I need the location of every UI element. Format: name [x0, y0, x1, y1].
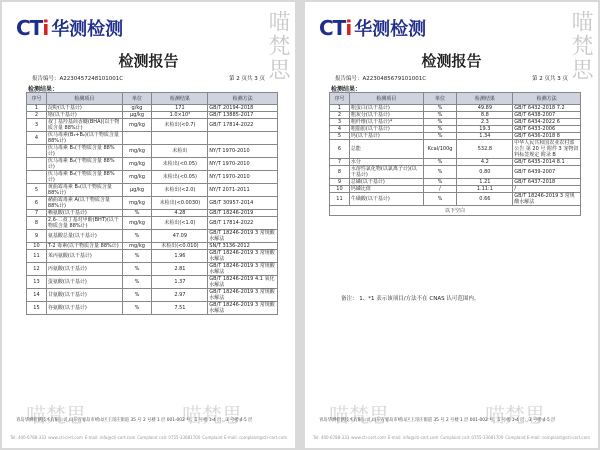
- notes-label: 备注：: [341, 296, 358, 302]
- cell-unit: %: [122, 230, 152, 243]
- table-row: [330, 112, 581, 119]
- cell-method: GB/T 6435-2014 8.1: [513, 159, 581, 166]
- cell-result: 49.89: [457, 105, 513, 112]
- cell-method: SN/T 3136-2012: [208, 243, 278, 250]
- cell-item: 粗灰分(以干基计): [349, 112, 423, 119]
- cell-unit: /: [423, 186, 457, 193]
- cell-method: GB/T 6433-2006: [513, 126, 581, 133]
- cell-result: 未检出(<2.0): [152, 184, 208, 197]
- notes: [341, 294, 479, 302]
- column-header: 检测项目: [46, 93, 122, 105]
- cell-index: 8: [330, 166, 350, 179]
- cell-item: 苯丙氨酸(以干基计): [46, 250, 122, 263]
- cell-method: GB/T 18246-2019 3 常规酸水解法: [208, 250, 278, 263]
- table-header-row: [27, 93, 278, 105]
- cell-index: 11: [27, 250, 47, 263]
- watermark: 喵梵思: [26, 403, 86, 427]
- cell-unit: %: [423, 119, 457, 126]
- report-meta: [335, 74, 568, 82]
- cell-method: GB/T 20194-2018: [208, 105, 278, 112]
- cell-item: 谷氨酸(以干基计): [46, 302, 122, 315]
- cell-item: 水溶性氯化物(以氯离子计)(以干基计): [349, 166, 423, 179]
- cell-item: 伏马毒素 B₁(干物质含量 88%计): [46, 145, 122, 158]
- cell-item: 2,6-二叔丁基对甲酚(BHT)(以干物质含量 88%计): [46, 217, 122, 230]
- cell-result: 4.2: [457, 159, 513, 166]
- section-title: 检测结果：: [28, 86, 59, 93]
- table-row: [330, 166, 581, 179]
- table-header-row: [330, 93, 581, 105]
- cell-item: 伏马毒素(B₁+B₂)(以干物质含量 88%计): [46, 132, 122, 145]
- cell-method: 中华人民共和国农业农村部公告 第 20 号 附件 3 宠物饲料标签规定 附录 B: [513, 140, 581, 159]
- cell-result: 4.28: [152, 210, 208, 217]
- cell-unit: mg/kg: [122, 145, 152, 158]
- table-row: [27, 217, 278, 230]
- cell-unit: %: [122, 250, 152, 263]
- cell-item: 铬(以干基计): [46, 112, 122, 119]
- table-row: [330, 140, 581, 159]
- cell-method: GB/T 6439-2007: [513, 166, 581, 179]
- cell-index: 10: [330, 186, 350, 193]
- cell-index: 1: [27, 105, 47, 112]
- cell-unit: %: [423, 159, 457, 166]
- page-number: 第 2 页共 3 页: [532, 76, 568, 82]
- report-meta: [32, 74, 265, 82]
- cell-index: 5: [330, 133, 350, 140]
- cell-result: 0.80: [457, 166, 513, 179]
- cell-result: 2.81: [152, 263, 208, 276]
- column-header: 序号: [27, 93, 47, 105]
- cell-unit: mg/kg: [122, 171, 152, 184]
- cell-result: 1.37: [152, 276, 208, 289]
- cell-item: 叔丁基羟基茴香醚(BHA)(以干物质含量 88%计): [46, 119, 122, 132]
- cell-index: 13: [27, 276, 47, 289]
- cell-index: 6: [27, 197, 47, 210]
- column-header: 检测结果: [152, 93, 208, 105]
- cell-result: 47.09: [152, 230, 208, 243]
- cell-item: 丙氨酸(以干基计): [46, 263, 122, 276]
- watermark: 喵梵思: [182, 403, 242, 427]
- table-row: [27, 250, 278, 263]
- cell-method: GB/T 6436-2018 8: [513, 133, 581, 140]
- watermark: 喵梵思: [485, 403, 545, 427]
- cell-method: GB/T 18246-2019 3 常规酸水解法: [208, 263, 278, 276]
- cell-method: [208, 132, 278, 145]
- report-title: 检测报告: [118, 52, 179, 70]
- watermark: 喵梵思: [265, 10, 290, 82]
- cell-method: NY/T 1970-2010: [208, 158, 278, 171]
- cell-method: GB/T 18246-2019 3 常规酸水解法: [208, 289, 278, 302]
- cell-unit: mg/kg: [122, 158, 152, 171]
- contact-tel: Tel: 400-6788-333: [10, 435, 47, 440]
- table-row: [27, 158, 278, 171]
- cell-method: NY/T 1970-2010: [208, 145, 278, 158]
- cell-method: GB/T 18246-2019: [208, 210, 278, 217]
- table-row: [330, 119, 581, 126]
- watermark: 喵梵思: [329, 403, 389, 427]
- section-title: 检测结果：: [331, 86, 362, 93]
- table-row: [27, 230, 278, 243]
- cell-result: 1.34: [457, 133, 513, 140]
- cell-method: GB/T 18246-2019 4.1 氧化水解法: [208, 276, 278, 289]
- cell-result: 8.8: [457, 112, 513, 119]
- cell-item: 赖氨酸(以干基计): [46, 210, 122, 217]
- cell-index: 6: [330, 140, 350, 159]
- page-number: 第 2 页共 3 页: [229, 76, 265, 82]
- cell-item: 钙磷比值: [349, 186, 423, 193]
- cell-result: 19.3: [457, 126, 513, 133]
- cell-method: NY/T 2071-2011: [208, 184, 278, 197]
- cell-method: GB/T 13885-2017: [208, 112, 278, 119]
- cell-unit: %: [423, 126, 457, 133]
- watermark: 喵梵思: [568, 10, 593, 82]
- cell-result: 未检出(<1.0): [152, 217, 208, 230]
- cell-unit: %: [423, 133, 457, 140]
- company-logo: [319, 14, 426, 42]
- contact-tel: Tel: 400-6788-333: [313, 435, 350, 440]
- cell-result: 1.0×10³: [152, 112, 208, 119]
- table-row: [27, 184, 278, 197]
- column-header: 单位: [423, 93, 457, 105]
- cell-index: 7: [27, 210, 47, 217]
- cell-unit: %: [122, 263, 152, 276]
- table-row: [27, 263, 278, 276]
- cell-index: 1: [330, 105, 350, 112]
- cell-result: 7.51: [152, 302, 208, 315]
- cell-result: 未检出(<0.05): [152, 171, 208, 184]
- cell-unit: %: [423, 179, 457, 186]
- contact-web: www.cti-cert.com: [351, 435, 386, 440]
- table-row: [27, 243, 278, 250]
- cell-item: 牛磺酸(以干基计): [349, 193, 423, 206]
- cell-item: 黄曲霉毒素 B₁(以干物质含量 88%计): [46, 184, 122, 197]
- company-name: 华测检测: [51, 19, 124, 40]
- cell-result: 未检出(<0.010): [152, 243, 208, 250]
- cell-method: GB/T 17814-2022: [208, 119, 278, 132]
- footer-contact: [313, 435, 590, 440]
- note-text: 1、*1 表示该项目/方法不在 CNAS 认可范围内。: [359, 296, 480, 302]
- cell-method: GB/T 18246-2019 3 常规酸水解法: [513, 193, 581, 206]
- footer-contact: [10, 435, 287, 440]
- cell-index: 5: [27, 184, 47, 197]
- cell-unit: mg/kg: [122, 243, 152, 250]
- cell-method: GB/T 6438-2007: [513, 112, 581, 119]
- table-row: [27, 132, 278, 145]
- table-end-row: [330, 206, 581, 216]
- cell-method: /: [513, 186, 581, 193]
- cell-unit: g/kg: [122, 105, 152, 112]
- report-page-right: [305, 2, 598, 448]
- cell-index: 8: [27, 217, 47, 230]
- cell-result: 未检出(<0.7): [152, 119, 208, 132]
- cell-index: [27, 158, 47, 171]
- contact-complaint-email: Complaint E-mail: complaint@cti-cert.com: [202, 435, 287, 440]
- table-row: [330, 159, 581, 166]
- column-header: 检测方法: [513, 93, 581, 105]
- cti-logo-mark: CTi: [16, 16, 49, 40]
- cell-result: 1.11:1: [457, 186, 513, 193]
- end-of-results: 以下空白: [330, 206, 581, 216]
- cell-item: 钙(以干基计): [349, 133, 423, 140]
- table-row: [330, 193, 581, 206]
- report-title: 检测报告: [421, 52, 482, 70]
- report-number: 报告编号：A2230457248101001C: [32, 76, 124, 82]
- cell-unit: mg/kg: [122, 217, 152, 230]
- table-row: [27, 119, 278, 132]
- cell-unit: %: [122, 302, 152, 315]
- cell-index: 15: [27, 302, 47, 315]
- cell-item: 甘氨酸(以干基计): [46, 289, 122, 302]
- cell-item: T-2 毒素(以干物质含量 88%计): [46, 243, 122, 250]
- table-row: [27, 105, 278, 112]
- cell-item: 水分: [349, 159, 423, 166]
- cell-item: 伏马毒素 B₂(干物质含量 88%计): [46, 158, 122, 171]
- column-header: 检测项目: [349, 93, 423, 105]
- cell-index: 14: [27, 289, 47, 302]
- contact-complaint-email: Complaint E-mail: complaint@cti-cert.com: [505, 435, 590, 440]
- cell-index: 12: [27, 263, 47, 276]
- cell-unit: μg/kg: [122, 184, 152, 197]
- contact-complaint: Complaint call: 0755-33681700: [440, 435, 504, 440]
- cell-method: GB/T 18246-2019 3 常规酸水解法: [208, 302, 278, 315]
- results-table: [329, 92, 581, 216]
- cell-unit: mg/kg: [122, 119, 152, 132]
- cell-item: 淀粉(以干基计): [46, 105, 122, 112]
- results-table: [26, 92, 278, 315]
- table-row: [27, 276, 278, 289]
- contact-complaint: Complaint call: 0755-33681700: [137, 435, 201, 440]
- table-row: [27, 145, 278, 158]
- cell-result: 未检出: [152, 145, 208, 158]
- cell-unit: %: [423, 105, 457, 112]
- table-row: [27, 210, 278, 217]
- cell-index: [27, 145, 47, 158]
- cell-index: 11: [330, 193, 350, 206]
- cell-unit: %: [423, 166, 457, 179]
- cell-result: 1.96: [152, 250, 208, 263]
- company-name: 华测检测: [354, 19, 427, 40]
- cell-result: [152, 132, 208, 145]
- cell-method: GB/T 18246-2019 3 常规酸水解法: [208, 230, 278, 243]
- footer-address: 青岛华测检测技术有限公司 山东省青岛市崂山区王哥庄街道 35 号 2 号楼 1 层 001-002 号；1 号楼 1-4 层；3 号楼 4-5 层: [16, 418, 253, 423]
- cell-unit: %: [423, 193, 457, 206]
- cell-result: 532.8: [457, 140, 513, 159]
- table-row: [27, 171, 278, 184]
- cell-method: GB/T 6437-2018: [513, 179, 581, 186]
- table-row: [330, 179, 581, 186]
- cell-method: GB/T 17814-2022: [208, 217, 278, 230]
- cell-result: 171: [152, 105, 208, 112]
- cell-item: 伏马毒素 B₃(干物质含量 88%计): [46, 171, 122, 184]
- cell-index: 9: [27, 230, 47, 243]
- company-logo: [16, 14, 123, 42]
- contact-email: E-mail: info@cti-cert.com: [84, 435, 136, 440]
- cell-item: 粗脂肪(以干基计): [349, 126, 423, 133]
- cell-index: 3: [27, 119, 47, 132]
- cell-index: 2: [27, 112, 47, 119]
- table-row: [330, 126, 581, 133]
- cell-index: 9: [330, 179, 350, 186]
- cell-unit: %: [122, 276, 152, 289]
- cell-result: 未检出(<0.05): [152, 158, 208, 171]
- cell-index: 4: [330, 126, 350, 133]
- table-row: [330, 133, 581, 140]
- cell-unit: %: [122, 289, 152, 302]
- table-row: [27, 197, 278, 210]
- cell-index: 7: [330, 159, 350, 166]
- cell-unit: %: [423, 112, 457, 119]
- cell-item: 粗蛋白(以干基计): [349, 105, 423, 112]
- column-header: 单位: [122, 93, 152, 105]
- table-row: [27, 289, 278, 302]
- contact-email: E-mail: info@cti-cert.com: [387, 435, 439, 440]
- cell-result: 2.3: [457, 119, 513, 126]
- column-header: 检测结果: [457, 93, 513, 105]
- report-page-left: [2, 2, 295, 448]
- table-row: [27, 302, 278, 315]
- contact-web: www.cti-cert.com: [48, 435, 83, 440]
- cell-index: 4: [27, 132, 47, 145]
- cell-item: 氨基酸总量(以干基计): [46, 230, 122, 243]
- cell-item: 粗纤维(以干基计)*: [349, 119, 423, 126]
- cell-item: 蛋氨酸(以干基计): [46, 276, 122, 289]
- cell-method: GB/T 6432-2018 7.2: [513, 105, 581, 112]
- cell-method: GB/T 30957-2014: [208, 197, 278, 210]
- cell-unit: μg/kg: [122, 112, 152, 119]
- cell-unit: [122, 132, 152, 145]
- report-number: 报告编号：A2230485679101001C: [335, 76, 427, 82]
- cell-item: 总磷(以干基计): [349, 179, 423, 186]
- cell-method: GB/T 6434-2022 6: [513, 119, 581, 126]
- cell-result: 0.66: [457, 193, 513, 206]
- cell-index: 2: [330, 112, 350, 119]
- column-header: 序号: [330, 93, 350, 105]
- cell-index: [27, 171, 47, 184]
- cell-result: 1.21: [457, 179, 513, 186]
- table-row: [330, 105, 581, 112]
- cell-result: 2.97: [152, 289, 208, 302]
- footer-address: 青岛华测检测技术有限公司 山东省青岛市崂山区王哥庄街道 35 号 2 号楼 1 层 001-002 号；1 号楼 1-4 层；3 号楼 4-5 层: [319, 418, 556, 423]
- cell-item: 赭曲霉毒素 A(以干物质含量 88%计): [46, 197, 122, 210]
- table-row: [27, 112, 278, 119]
- cell-unit: %: [122, 210, 152, 217]
- cell-result: 未检出(<0.0030): [152, 197, 208, 210]
- column-header: 检测方法: [208, 93, 278, 105]
- cell-index: 10: [27, 243, 47, 250]
- cell-item: 总能: [349, 140, 423, 159]
- cell-method: NY/T 1970-2010: [208, 171, 278, 184]
- cell-index: 3: [330, 119, 350, 126]
- cell-unit: Kcal/100g: [423, 140, 457, 159]
- table-row: [330, 186, 581, 193]
- cti-logo-mark: CTi: [319, 16, 352, 40]
- cell-unit: mg/kg: [122, 197, 152, 210]
